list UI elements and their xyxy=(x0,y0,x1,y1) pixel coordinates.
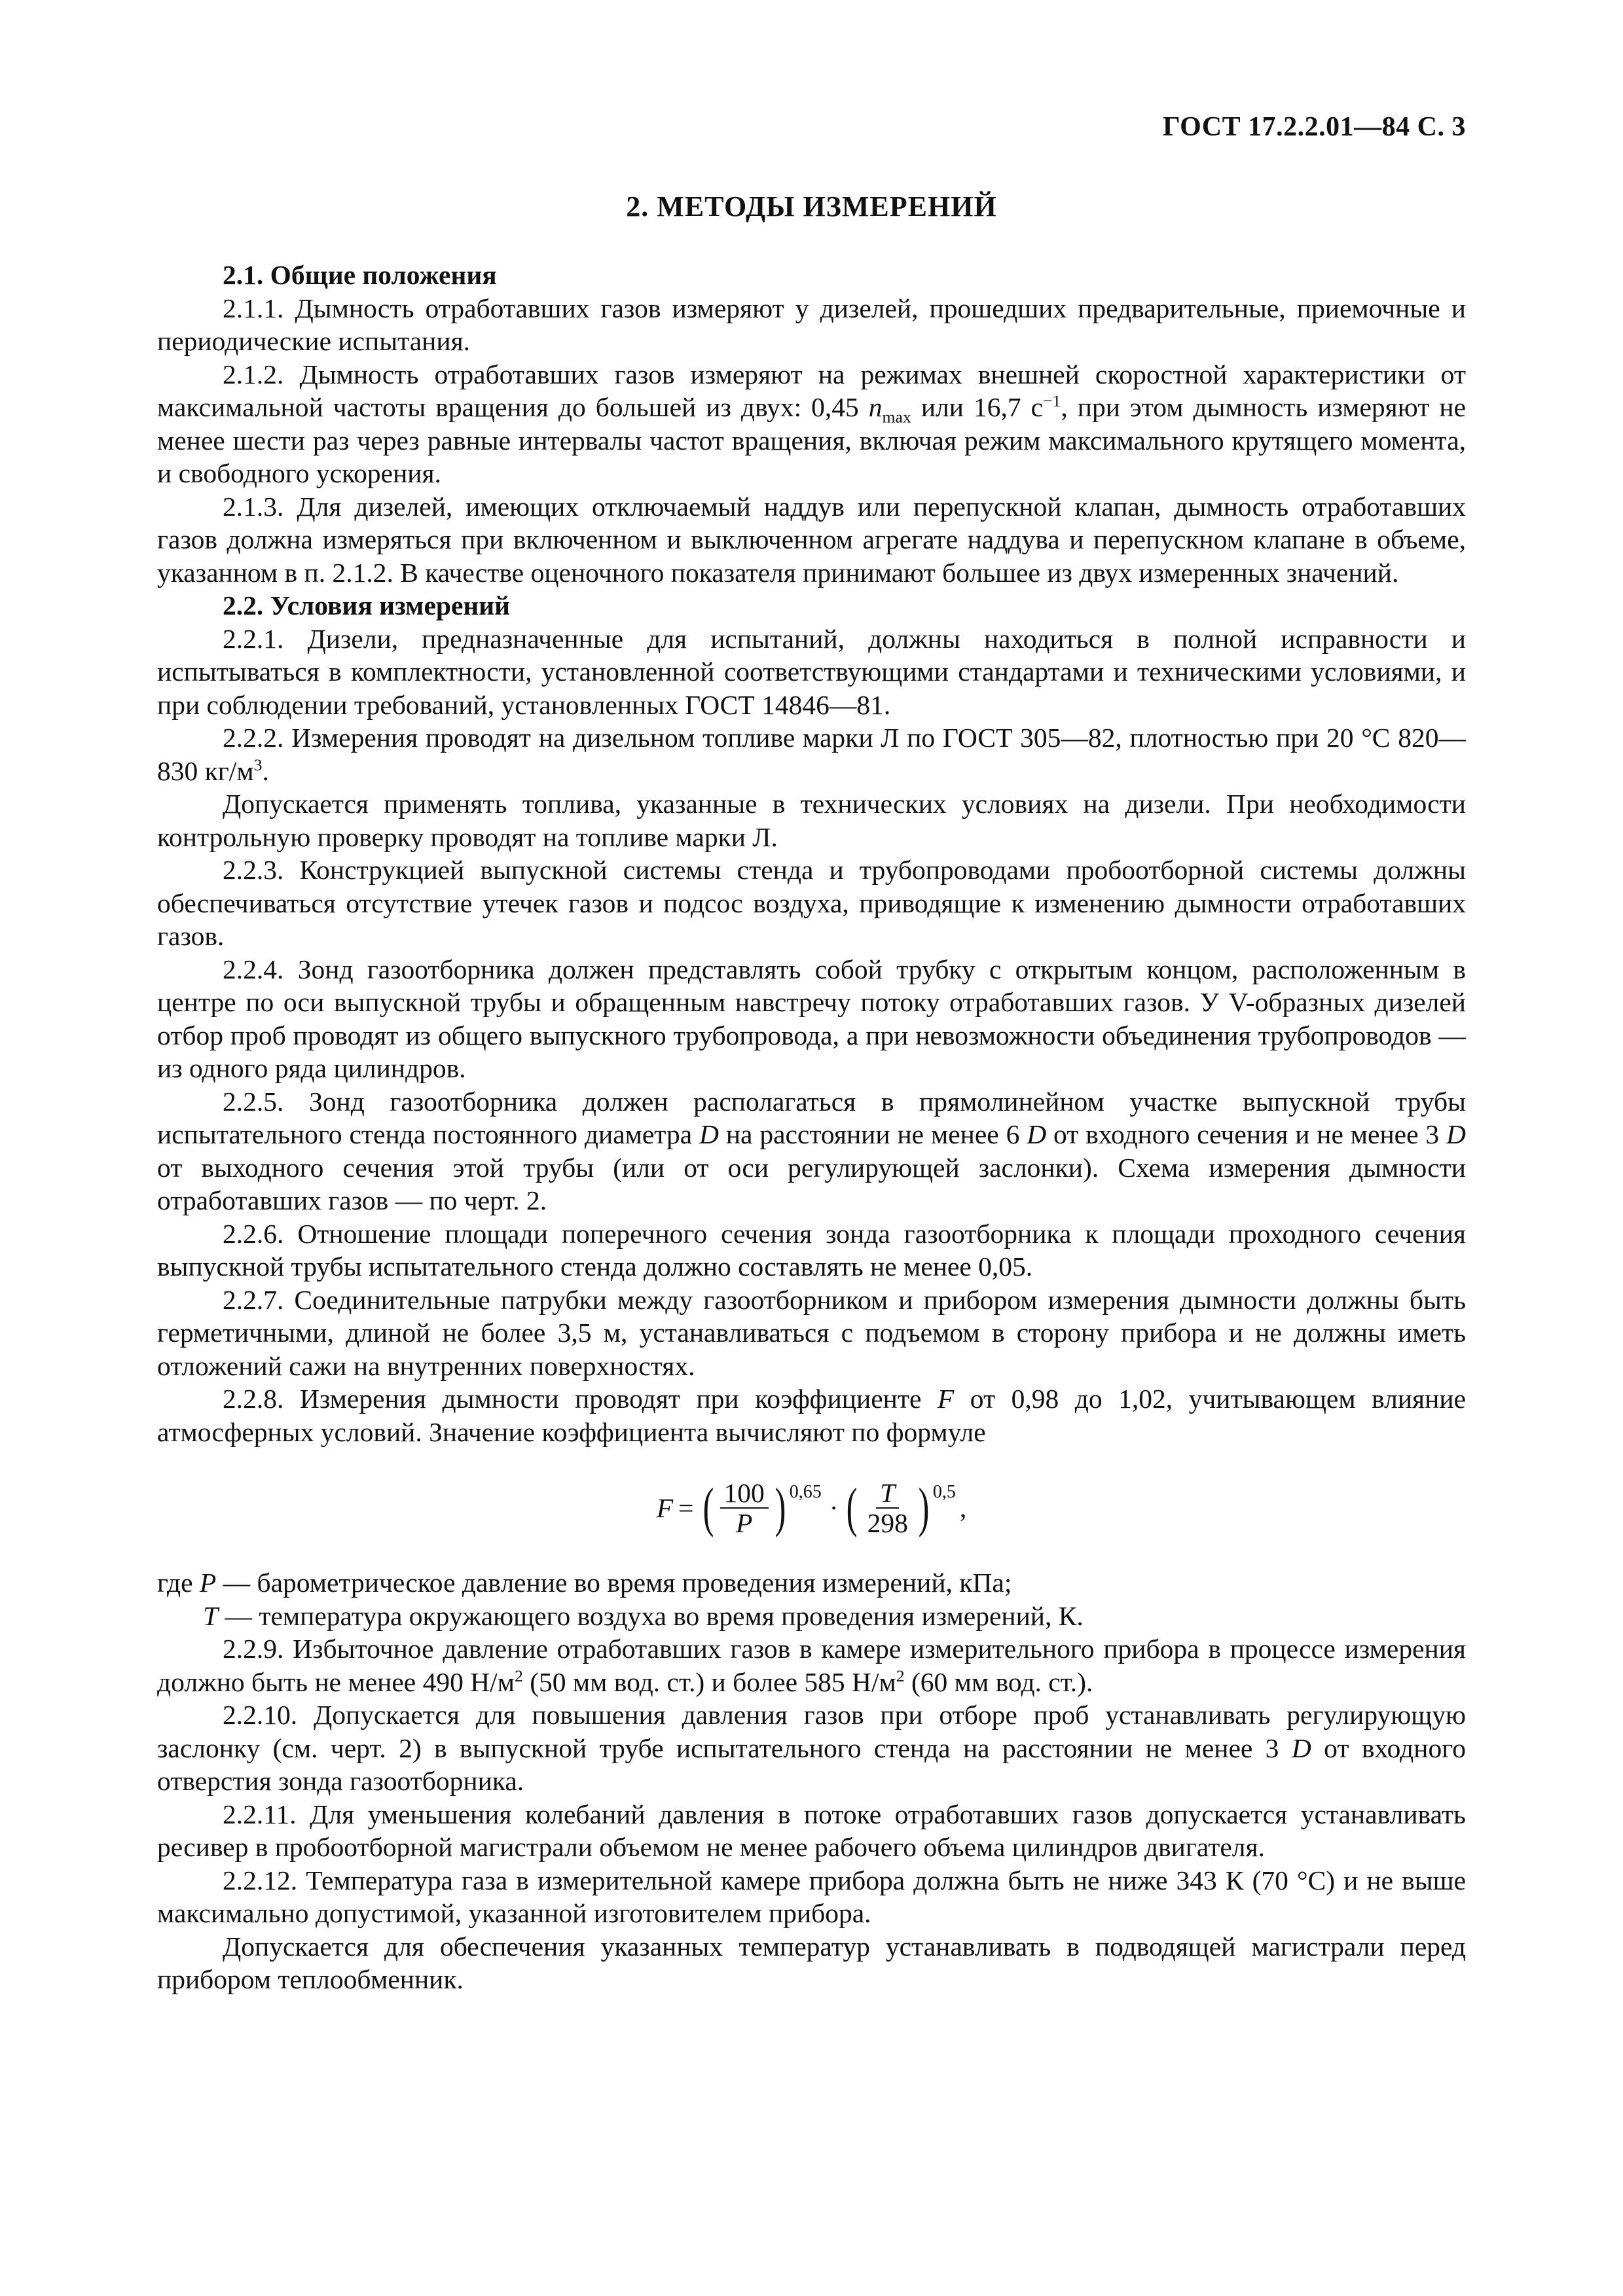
text-run: 2.2.8. Измерения дымности проводят при коэффициенте xyxy=(223,1384,938,1414)
legend-line-P xyxy=(157,1566,1466,1600)
text-run: 2.2.5. Зонд газоотборника должен располагаться в прямолинейном участке выпускной трубы испытательного стенда постоянного диаметра xyxy=(157,1086,1466,1149)
paragraph-2-2-2-note: Допускается применять топлива, указанные в технических условиях на дизели. При необходимости контрольную проверку проводят на топливе марки Л. xyxy=(157,789,1466,852)
formula-lhs: F xyxy=(656,1492,674,1523)
paragraph-2-2-8 xyxy=(157,1382,1466,1448)
paragraph-2-2-11: 2.2.11. Для уменьшения колебаний давления в потоке отработавших газов допускается устанавливать ресивер в пробоотборной магистрали объемом не менее рабочего объема цилиндров двигателя. xyxy=(157,1799,1466,1862)
open-paren: ( xyxy=(702,1477,714,1538)
symbol-D: D xyxy=(1291,1732,1311,1763)
page-header: ГОСТ 17.2.2.01—84 С. 3 xyxy=(1162,112,1466,142)
superscript: 2 xyxy=(896,1666,905,1685)
text-run: (60 мм вод. ст.). xyxy=(904,1666,1093,1697)
fraction-2-numerator: T xyxy=(876,1479,899,1509)
multiply-dot: · xyxy=(829,1492,839,1523)
close-paren: ) xyxy=(775,1477,786,1538)
text-run: (50 мм вод. ст.) и более 585 Н/м xyxy=(522,1666,896,1697)
paragraph-2-2-10 xyxy=(157,1698,1466,1798)
formula xyxy=(157,1452,1466,1564)
fraction-1-denominator: P xyxy=(735,1508,753,1538)
text-run: от 0,98 до 1,02, учитывающем влияние атмосферных условий. Значение коэффициента вычисляют по формуле xyxy=(157,1384,1466,1447)
paragraph-2-2-5 xyxy=(157,1085,1466,1217)
text-run: на расстоянии не менее 6 xyxy=(718,1119,1027,1149)
formula-legend xyxy=(157,1566,1466,1632)
symbol-P: P xyxy=(199,1568,217,1598)
text-run: — температура окружающего воздуха во время проведения измерений, К. xyxy=(218,1600,1084,1631)
paragraph-2-2-7: 2.2.7. Соединительные патрубки между газоотборником и прибором измерения дымности должны быть герметичными, длиной не более 3,5 м, устанавливаться с подъемом в сторону прибора и не должны иметь отложений сажи на внутренних поверхностях. xyxy=(157,1284,1466,1381)
text-run: 2.2.2. Измерения проводят на дизельном топливе марки Л по ГОСТ 305—82, плотностью при 20 °С 820—830 кг/м xyxy=(157,723,1466,786)
subscript-max: max xyxy=(882,407,911,427)
text-run: — барометрическое давление во время проведения измерений, кПа; xyxy=(216,1568,1012,1598)
text-run: от входного отверстия зонда газоотборника. xyxy=(157,1732,1466,1796)
text-run: от выходного сечения этой трубы (или от оси регулирующей заслонки). Схема измерения дымности отработавших газов — по черт. 2. xyxy=(157,1152,1466,1215)
paragraph-2-2-3: 2.2.3. Конструкцией выпускной системы стенда и трубопроводами пробоотборной системы должны обеспечиваться отсутствие утечек газов и подсос воздуха, приводящие к изменению дымности отработавших газов. xyxy=(157,855,1466,951)
symbol-T: T xyxy=(203,1600,219,1631)
paragraph-2-2-9 xyxy=(157,1632,1466,1698)
open-paren: ( xyxy=(846,1477,857,1538)
text-run: или 16,7 с xyxy=(911,392,1043,422)
superscript: −1 xyxy=(1042,391,1061,411)
symbol-D: D xyxy=(699,1119,719,1149)
fraction-1 xyxy=(720,1479,769,1537)
text-run: 2.2.9. Избыточное давление отработавших газов в камере измерительного прибора в процессе измерения должно быть не менее 490 Н/м xyxy=(157,1634,1466,1697)
close-paren: ) xyxy=(918,1477,930,1538)
text-run: 2.1.2. Дымность отработавших газов измеряют на режимах внешней скоростной характеристики от максимальной частоты вращения до большей из двух: 0,45 xyxy=(157,359,1466,422)
exponent-2: 0,5 xyxy=(932,1482,956,1502)
formula-equals: = xyxy=(678,1492,694,1523)
paragraph-2-1-1: 2.1.1. Дымность отработавших газов измеряют у дизелей, прошедших предварительные, приемочные и периодические испытания. xyxy=(157,293,1466,356)
fraction-2 xyxy=(864,1479,912,1537)
text-run: от входного сечения и не менее 3 xyxy=(1046,1119,1447,1149)
legend-line-T xyxy=(157,1600,1466,1633)
paragraph-2-2-4: 2.2.4. Зонд газоотборника должен представлять собой трубку с открытым концом, расположенным в центре по оси выпускной трубы и обращенным навстречу потоку отработавших газов. У V-образных дизелей отбор проб проводят из общего выпускного трубопровода, а при невозможности объединения трубопроводов — из одного ряда цилиндров. xyxy=(157,954,1466,1083)
symbol-D: D xyxy=(1446,1119,1466,1149)
subsection-heading-2-2: 2.2. Условия измерений xyxy=(223,590,511,620)
section-title: 2. МЕТОДЫ ИЗМЕРЕНИЙ xyxy=(626,190,997,223)
superscript: 2 xyxy=(514,1666,523,1685)
symbol-F: F xyxy=(937,1384,955,1414)
exponent-1: 0,65 xyxy=(789,1482,822,1502)
paragraph-2-2-2 xyxy=(157,721,1466,787)
paragraph-2-1-3: 2.1.3. Для дизелей, имеющих отключаемый наддув или перепускной клапан, дымность отработавших газов должна измеряться при включенном и выключенном агрегате наддува и перепускном клапане в объеме, указанном в п. 2.1.2. В качестве оценочного показателя принимают большее из двух измеренных значений. xyxy=(157,491,1466,588)
paragraph-2-2-6: 2.2.6. Отношение площади поперечного сечения зонда газоотборника к площади проходного сечения выпускной трубы испытательного стенда должно составлять не менее 0,05. xyxy=(157,1218,1466,1282)
text-run: . xyxy=(262,755,269,786)
symbol-n: n xyxy=(868,392,883,422)
text-run: , при этом дымность измеряют не менее шести раз через равные интервалы частот вращения, включая режим максимального крутящего момента, и свободного ускорения. xyxy=(157,392,1466,488)
text-run: 2.2.10. Допускается для повышения давления газов при отборе проб устанавливать регулирующую заслонку (см. черт. 2) в выпускной трубе испытательного стенда на расстоянии не менее 3 xyxy=(157,1700,1466,1763)
formula-comma: , xyxy=(959,1492,967,1523)
paragraph-2-1-2 xyxy=(157,358,1466,490)
subsection-heading-2-1: 2.1. Общие положения xyxy=(223,260,497,290)
paragraph-2-2-1: 2.2.1. Дизели, предназначенные для испытаний, должны находиться в полной исправности и испытываться в комплектности, установленной соответствующими стандартами и техническими условиями, и при соблюдении требований, установленных ГОСТ 14846—81. xyxy=(157,623,1466,720)
fraction-1-numerator: 100 xyxy=(720,1479,769,1509)
paragraph-2-2-12-note: Допускается для обеспечения указанных температур устанавливать в подводящей магистрали перед прибором теплообменник. xyxy=(157,1931,1466,1994)
paragraph-2-2-12: 2.2.12. Температура газа в измерительной камере прибора должна быть не ниже 343 К (70 °С) и не выше максимально допустимой, указанной изготовителем прибора. xyxy=(157,1865,1466,1928)
superscript: 3 xyxy=(253,755,263,774)
document-body xyxy=(157,259,1466,1996)
text-run: где xyxy=(157,1568,200,1598)
fraction-2-denominator: 298 xyxy=(867,1508,908,1538)
symbol-D: D xyxy=(1027,1119,1047,1149)
